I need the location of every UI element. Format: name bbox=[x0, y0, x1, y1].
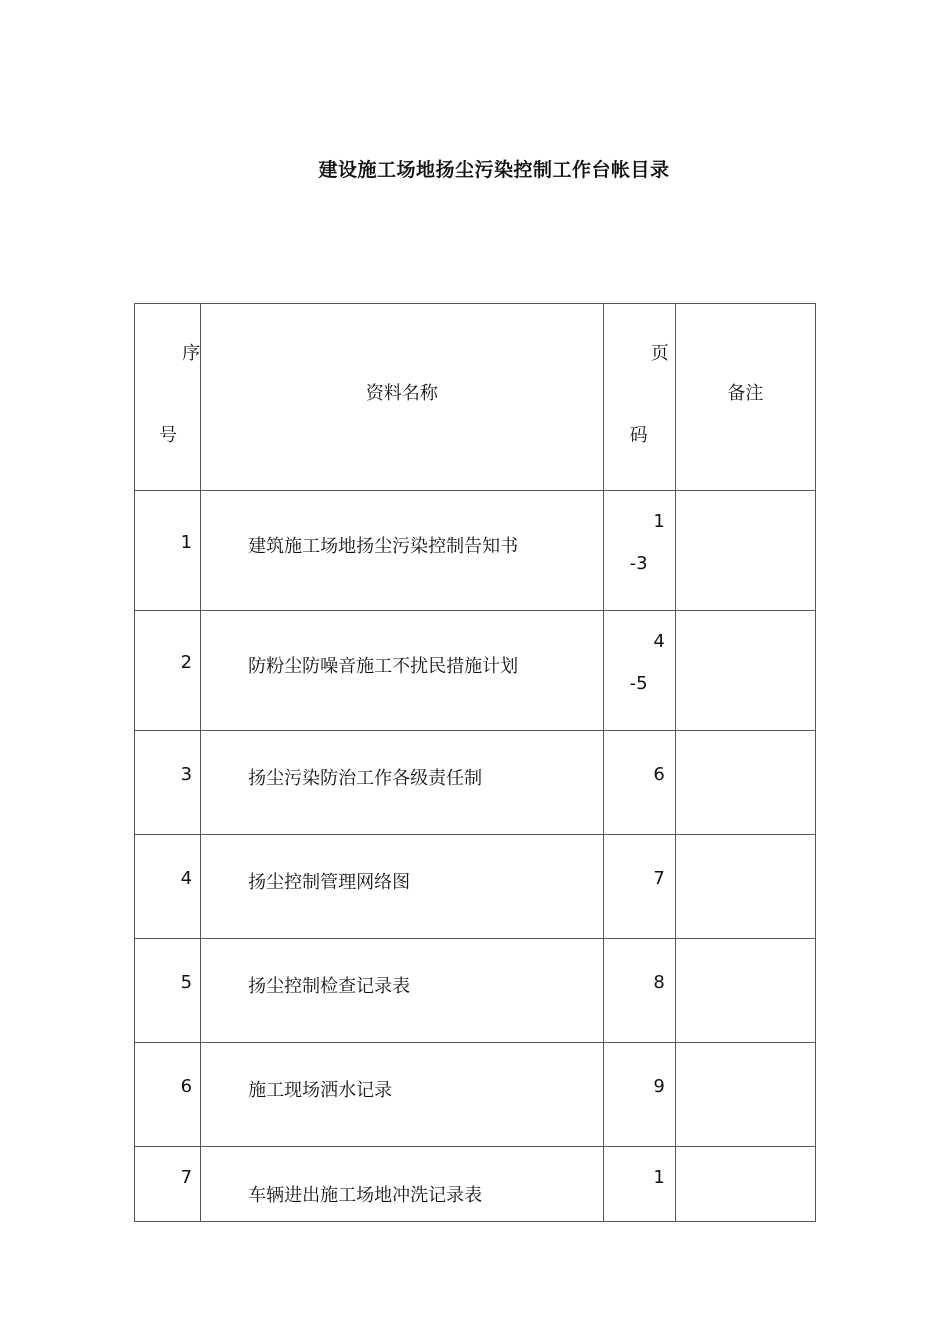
table-row bbox=[135, 939, 816, 1043]
toc-table bbox=[134, 303, 816, 1222]
page-number-line1: 4 bbox=[653, 631, 665, 652]
table-row bbox=[135, 1043, 816, 1147]
header-note-cell bbox=[675, 304, 815, 491]
table-header-row bbox=[135, 304, 816, 491]
seq-cell bbox=[135, 939, 201, 1043]
page-number-line2: -3 bbox=[629, 553, 648, 574]
note-cell bbox=[675, 1043, 815, 1147]
name-cell bbox=[201, 1043, 604, 1147]
header-name-cell bbox=[201, 304, 604, 491]
document-name: 扬尘控制检查记录表 bbox=[248, 976, 411, 997]
header-page-cell bbox=[603, 304, 675, 491]
name-cell bbox=[201, 611, 604, 731]
note-cell bbox=[675, 939, 815, 1043]
document-title: 建设施工场地扬尘污染控制工作台帐目录 bbox=[318, 159, 670, 181]
table-row bbox=[135, 731, 816, 835]
header-seq-line2: 号 bbox=[159, 425, 177, 446]
document-name: 车辆进出施工场地冲洗记录表 bbox=[248, 1185, 483, 1206]
page-cell bbox=[603, 491, 675, 611]
header-page-line1: 页 bbox=[650, 343, 669, 364]
page-number: 7 bbox=[653, 868, 665, 889]
page-number: 9 bbox=[653, 1076, 665, 1097]
seq-number: 1 bbox=[180, 532, 193, 553]
page-cell bbox=[603, 835, 675, 939]
page-cell bbox=[603, 611, 675, 731]
seq-number: 7 bbox=[180, 1167, 193, 1188]
seq-cell bbox=[135, 491, 201, 611]
page-number: 1 bbox=[653, 1167, 665, 1188]
page-number: 6 bbox=[653, 764, 665, 785]
table-row bbox=[135, 611, 816, 731]
seq-number: 4 bbox=[180, 868, 193, 889]
name-cell bbox=[201, 731, 604, 835]
seq-number: 3 bbox=[180, 764, 193, 785]
name-cell bbox=[201, 491, 604, 611]
note-cell bbox=[675, 611, 815, 731]
header-seq-line1: 序 bbox=[182, 343, 201, 364]
header-name: 资料名称 bbox=[365, 383, 438, 404]
note-cell bbox=[675, 1147, 815, 1222]
header-note: 备注 bbox=[727, 383, 764, 404]
page-number: 8 bbox=[653, 972, 665, 993]
header-page-line2: 码 bbox=[629, 425, 648, 446]
header-seq-cell bbox=[135, 304, 201, 491]
note-cell bbox=[675, 491, 815, 611]
name-cell bbox=[201, 835, 604, 939]
note-cell bbox=[675, 731, 815, 835]
seq-number: 2 bbox=[180, 652, 193, 673]
name-cell bbox=[201, 939, 604, 1043]
document-name: 扬尘控制管理网络图 bbox=[248, 872, 411, 893]
page-cell bbox=[603, 1043, 675, 1147]
seq-cell bbox=[135, 611, 201, 731]
page-cell bbox=[603, 939, 675, 1043]
page-cell bbox=[603, 731, 675, 835]
seq-cell bbox=[135, 835, 201, 939]
table-row bbox=[135, 491, 816, 611]
page-number-line1: 1 bbox=[653, 511, 665, 532]
seq-cell bbox=[135, 731, 201, 835]
document-name: 建筑施工场地扬尘污染控制告知书 bbox=[248, 536, 519, 557]
document-name: 防粉尘防噪音施工不扰民措施计划 bbox=[248, 656, 519, 677]
seq-number: 6 bbox=[180, 1076, 193, 1097]
document-name: 扬尘污染防治工作各级责任制 bbox=[248, 768, 483, 789]
note-cell bbox=[675, 835, 815, 939]
document-name: 施工现场洒水记录 bbox=[248, 1080, 393, 1101]
seq-number: 5 bbox=[180, 972, 193, 993]
seq-cell bbox=[135, 1147, 201, 1222]
table-row bbox=[135, 1147, 816, 1222]
name-cell bbox=[201, 1147, 604, 1222]
page-cell bbox=[603, 1147, 675, 1222]
page-number-line2: -5 bbox=[629, 673, 648, 694]
seq-cell bbox=[135, 1043, 201, 1147]
table-row bbox=[135, 835, 816, 939]
